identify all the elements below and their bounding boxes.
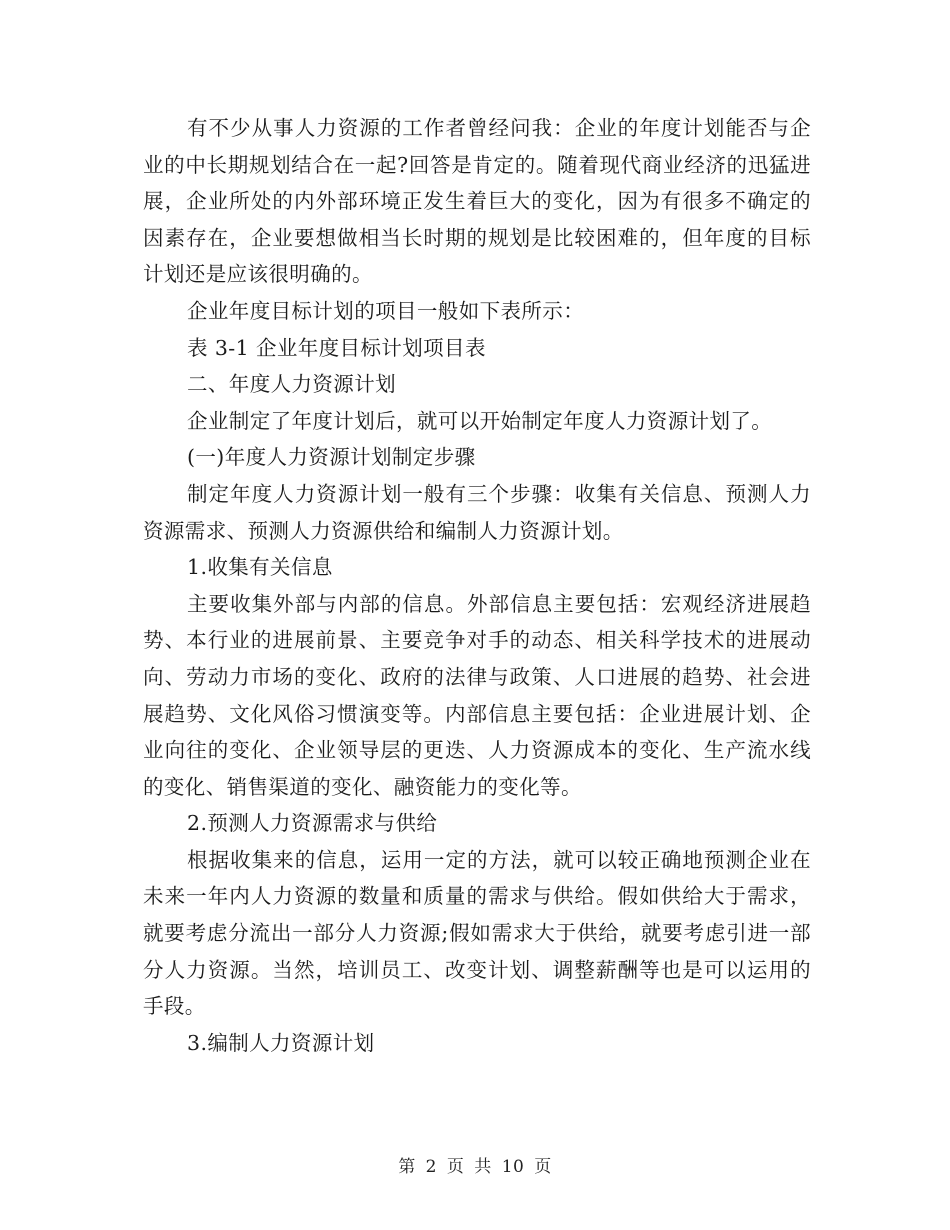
paragraph-steps: 制定年度人力资源计划一般有三个步骤：收集有关信息、预测人力资源需求、预测人力资源供给和编制人力资源计划。: [143, 481, 811, 543]
paragraph-table-intro: 企业年度目标计划的项目一般如下表所示：: [187, 298, 585, 323]
step-heading-2: 2.预测人力资源需求与供给: [187, 811, 438, 836]
paragraph-intro: 有不少从事人力资源的工作者曾经问我：企业的年度计划能否与企业的中长期规划结合在一起?回答是肯定的。随着现代商业经济的迅猛进展，企业所处的内外部环境正发生着巨大的变化，因为有很多不确定的因素存在，企业要想做相当长时期的规划是比较困难的，但年度的目标计划还是应该很明确的。: [143, 116, 811, 287]
document-body: [143, 110, 811, 1061]
page-number-footer: 第 2 页 共 10 页: [398, 1157, 552, 1177]
paragraph-forecast: 根据收集来的信息，运用一定的方法，就可以较正确地预测企业在未来一年内人力资源的数量和质量的需求与供给。假如供给大于需求，就要考虑分流出一部分人力资源;假如需求大于供给，就要考虑引进一部分人力资源。当然，培训员工、改变计划、调整薪酬等也是可以运用的手段。: [143, 847, 811, 1019]
paragraph-collect-info: 主要收集外部与内部的信息。外部信息主要包括：宏观经济进展趋势、本行业的进展前景、主要竞争对手的动态、相关科学技术的进展动向、劳动力市场的变化、政府的法律与政策、人口进展的趋势、社会进展趋势、文化风俗习惯演变等。内部信息主要包括：企业进展计划、企业向往的变化、企业领导层的更迭、人力资源成本的变化、生产流水线的变化、销售渠道的变化、融资能力的变化等。: [143, 591, 811, 799]
table-caption: 表 3-1 企业年度目标计划项目表: [187, 335, 486, 360]
step-heading-3: 3.编制人力资源计划: [187, 1030, 375, 1055]
subsection-heading: (一)年度人力资源计划制定步骤: [187, 445, 476, 470]
paragraph-section-intro: 企业制定了年度计划后，就可以开始制定年度人力资源计划了。: [187, 408, 773, 433]
section-heading: 二、年度人力资源计划: [187, 372, 396, 397]
step-heading-1: 1.收集有关信息: [187, 555, 333, 580]
